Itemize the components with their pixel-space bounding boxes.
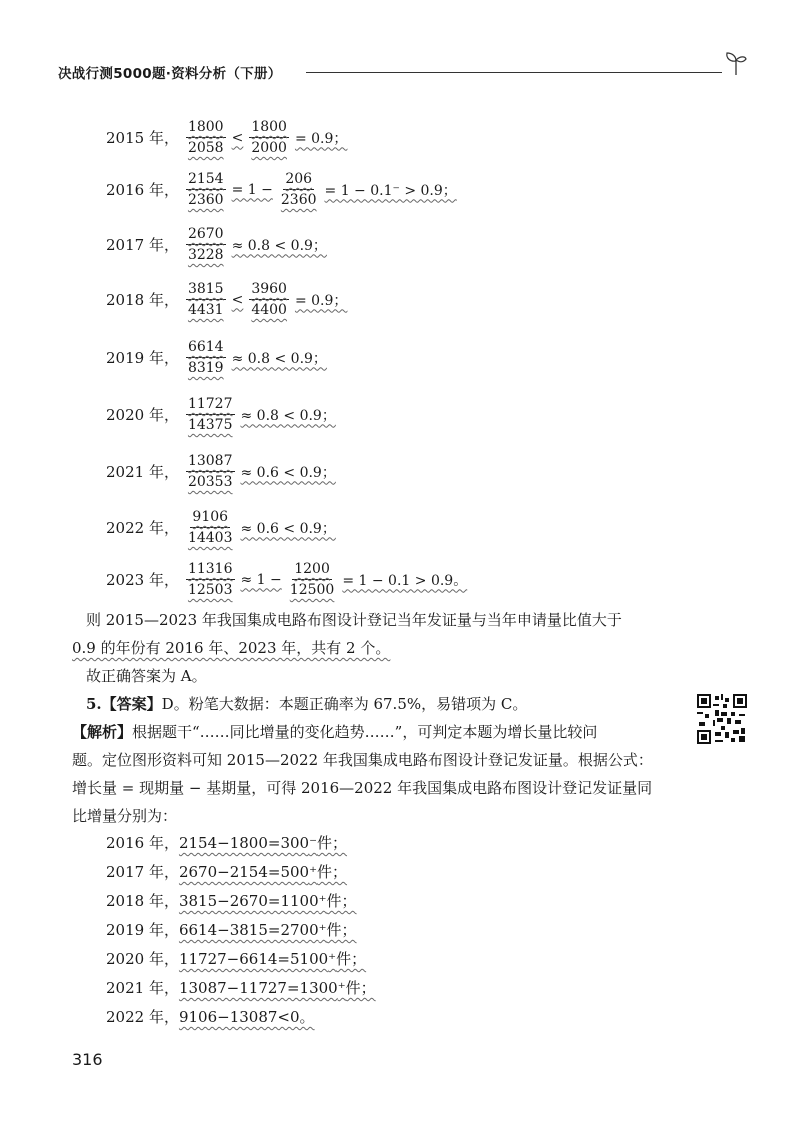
increment-row	[106, 890, 357, 911]
formula	[183, 508, 339, 547]
year-label: 2015 年，	[106, 129, 179, 147]
result: = 0.9；	[294, 292, 348, 309]
formula	[183, 395, 339, 434]
expression-text: 9106−13087<0。	[178, 1008, 315, 1026]
denominator: 14375	[187, 417, 233, 433]
denominator: 2360	[280, 192, 317, 208]
year-label: 2018 年，	[106, 892, 179, 910]
result: ≈ 0.6 < 0.9；	[240, 464, 336, 481]
result: ≈ 0.6 < 0.9；	[240, 520, 336, 537]
increment-expression	[179, 1008, 315, 1026]
approx-mark: ⁺	[318, 921, 327, 939]
book-title: 决战行测5000题·资料分析（下册）	[58, 66, 282, 82]
fraction-row	[106, 225, 330, 264]
increment-expression	[179, 979, 376, 997]
increment-expression	[179, 921, 357, 939]
numerator: 13087	[186, 452, 235, 472]
numerator: 2670	[186, 225, 226, 245]
numerator: 11316	[186, 560, 235, 580]
approx-mark: ⁺	[337, 979, 346, 997]
denominator: 3228	[187, 247, 224, 263]
year-label: 2016 年，	[106, 834, 179, 852]
year-label: 2019 年，	[106, 921, 179, 939]
analysis-label: 【解析】	[72, 723, 133, 741]
analysis-line-1: 【解析】根据题干“……同比增量的变化趋势……”，可判定本题为增长量比较问	[72, 723, 598, 741]
increment-expression	[179, 892, 357, 910]
unit: 件；	[317, 863, 348, 881]
expression-text: 3815−2670=1100	[178, 892, 319, 910]
analysis-line-3: 增长量 = 现期量 − 基期量，可得 2016—2022 年我国集成电路布图设计登记发证量同	[72, 779, 653, 797]
numerator: 1200	[292, 560, 332, 580]
denominator: 12503	[187, 582, 233, 598]
numerator: 206	[283, 170, 314, 190]
result: ≈ 0.8 < 0.9；	[231, 350, 327, 367]
formula	[183, 452, 339, 491]
year-label: 2021 年，	[106, 463, 179, 481]
fraction-row	[106, 338, 330, 377]
year-label: 2022 年，	[106, 519, 179, 537]
numerator: 9106	[190, 508, 230, 528]
operator: ≈ 1 −	[240, 571, 282, 588]
fraction-row	[106, 508, 339, 547]
fraction-row	[106, 395, 339, 434]
year-label: 2018 年，	[106, 291, 179, 309]
result: = 1 − 0.1⁻ > 0.9；	[324, 182, 457, 199]
numerator: 3815	[186, 280, 226, 300]
denominator: 8319	[187, 360, 224, 376]
unit: 件；	[345, 979, 376, 997]
result: = 1 − 0.1 > 0.9。	[342, 572, 468, 589]
increment-row	[106, 832, 347, 853]
year-label: 2023 年，	[106, 571, 179, 589]
unit: 件；	[336, 950, 367, 968]
expression-text: 2670−2154=500	[178, 863, 310, 881]
fraction	[249, 280, 289, 319]
increment-row	[106, 1006, 315, 1027]
fraction	[186, 280, 226, 319]
increment-row	[106, 919, 357, 940]
formula	[183, 338, 330, 377]
fraction	[186, 452, 235, 491]
denominator: 14403	[187, 530, 233, 546]
operator: <	[231, 129, 244, 146]
unit: 件；	[326, 921, 357, 939]
formula	[183, 170, 460, 209]
formula	[183, 118, 350, 157]
numerator: 3960	[249, 280, 289, 300]
year-label: 2016 年，	[106, 181, 179, 199]
fraction-row	[106, 170, 460, 209]
result: = 0.9；	[294, 130, 348, 147]
denominator: 2000	[251, 140, 287, 156]
denominator: 4400	[251, 302, 287, 318]
page-number: 316	[72, 1050, 103, 1069]
formula	[183, 560, 470, 599]
analysis-line-4: 比增量分别为：	[72, 807, 178, 825]
fraction	[186, 225, 226, 264]
denominator: 4431	[187, 302, 224, 318]
denominator: 2360	[187, 192, 224, 208]
numerator: 1800	[249, 118, 289, 138]
approx-mark: ⁺	[309, 863, 317, 881]
year-label: 2022 年，	[106, 1008, 179, 1026]
year-label: 2019 年，	[106, 349, 179, 367]
increment-expression	[179, 863, 347, 881]
operator: = 1 −	[231, 181, 273, 198]
numerator: 2154	[186, 170, 226, 190]
fraction	[186, 395, 235, 434]
fraction-row	[106, 560, 470, 599]
fraction-row	[106, 118, 350, 157]
formula	[183, 280, 350, 319]
year-label: 2017 年，	[106, 236, 179, 254]
result: ≈ 0.8 < 0.9；	[240, 407, 336, 424]
page-header	[58, 62, 748, 88]
increment-expression	[179, 834, 347, 852]
increment-row	[106, 977, 376, 998]
year-label: 2020 年，	[106, 406, 179, 424]
fraction-row	[106, 452, 339, 491]
fraction	[279, 170, 319, 209]
year-label: 2020 年，	[106, 950, 179, 968]
numerator: 1800	[186, 118, 226, 138]
formula	[183, 225, 330, 264]
expression-text: 11727−6614=5100	[178, 950, 329, 968]
approx-mark: ⁺	[318, 892, 327, 910]
fraction	[249, 118, 289, 157]
fraction-row	[106, 280, 350, 319]
increment-row	[106, 948, 366, 969]
fraction	[186, 170, 226, 209]
fraction	[186, 118, 226, 157]
numerator: 11727	[186, 395, 235, 415]
expression-text: 6614−3815=2700	[178, 921, 319, 939]
fraction	[186, 338, 226, 377]
header-rule	[306, 72, 722, 73]
year-label: 2021 年，	[106, 979, 179, 997]
approx-mark: ⁻	[309, 834, 317, 852]
analysis-line-2: 题。定位图形资料可知 2015—2022 年我国集成电路布图设计登记发证量。根据公式：	[72, 751, 653, 769]
sprout-icon	[724, 48, 748, 76]
answer-line: 故正确答案为 A。	[86, 667, 207, 685]
denominator: 12500	[289, 582, 335, 598]
answer-label: 5.【答案】	[86, 695, 162, 713]
operator: <	[231, 291, 244, 308]
expression-text: 2154−1800=300	[178, 834, 310, 852]
increment-row	[106, 861, 347, 882]
fraction	[186, 508, 235, 547]
year-label: 2017 年，	[106, 863, 179, 881]
fraction	[186, 560, 235, 599]
denominator: 2058	[187, 140, 224, 156]
unit: 件；	[326, 892, 357, 910]
qr-code-icon[interactable]	[697, 694, 747, 744]
numerator: 6614	[186, 338, 226, 358]
conclusion-line-2: 0.9 的年份有 2016 年、2023 年，共有 2 个。	[72, 639, 391, 657]
result: ≈ 0.8 < 0.9；	[231, 237, 327, 254]
denominator: 20353	[187, 474, 233, 490]
conclusion-line-1: 则 2015—2023 年我国集成电路布图设计登记当年发证量与当年申请量比值大于	[86, 611, 622, 629]
q5-answer	[86, 690, 686, 718]
increment-expression	[179, 950, 366, 968]
unit: 件；	[317, 834, 348, 852]
fraction	[288, 560, 337, 599]
expression-text: 13087−11727=1300	[178, 979, 338, 997]
approx-mark: ⁺	[328, 950, 337, 968]
answer-text: D。粉笔大数据：本题正确率为 67.5%，易错项为 C。	[161, 695, 528, 713]
